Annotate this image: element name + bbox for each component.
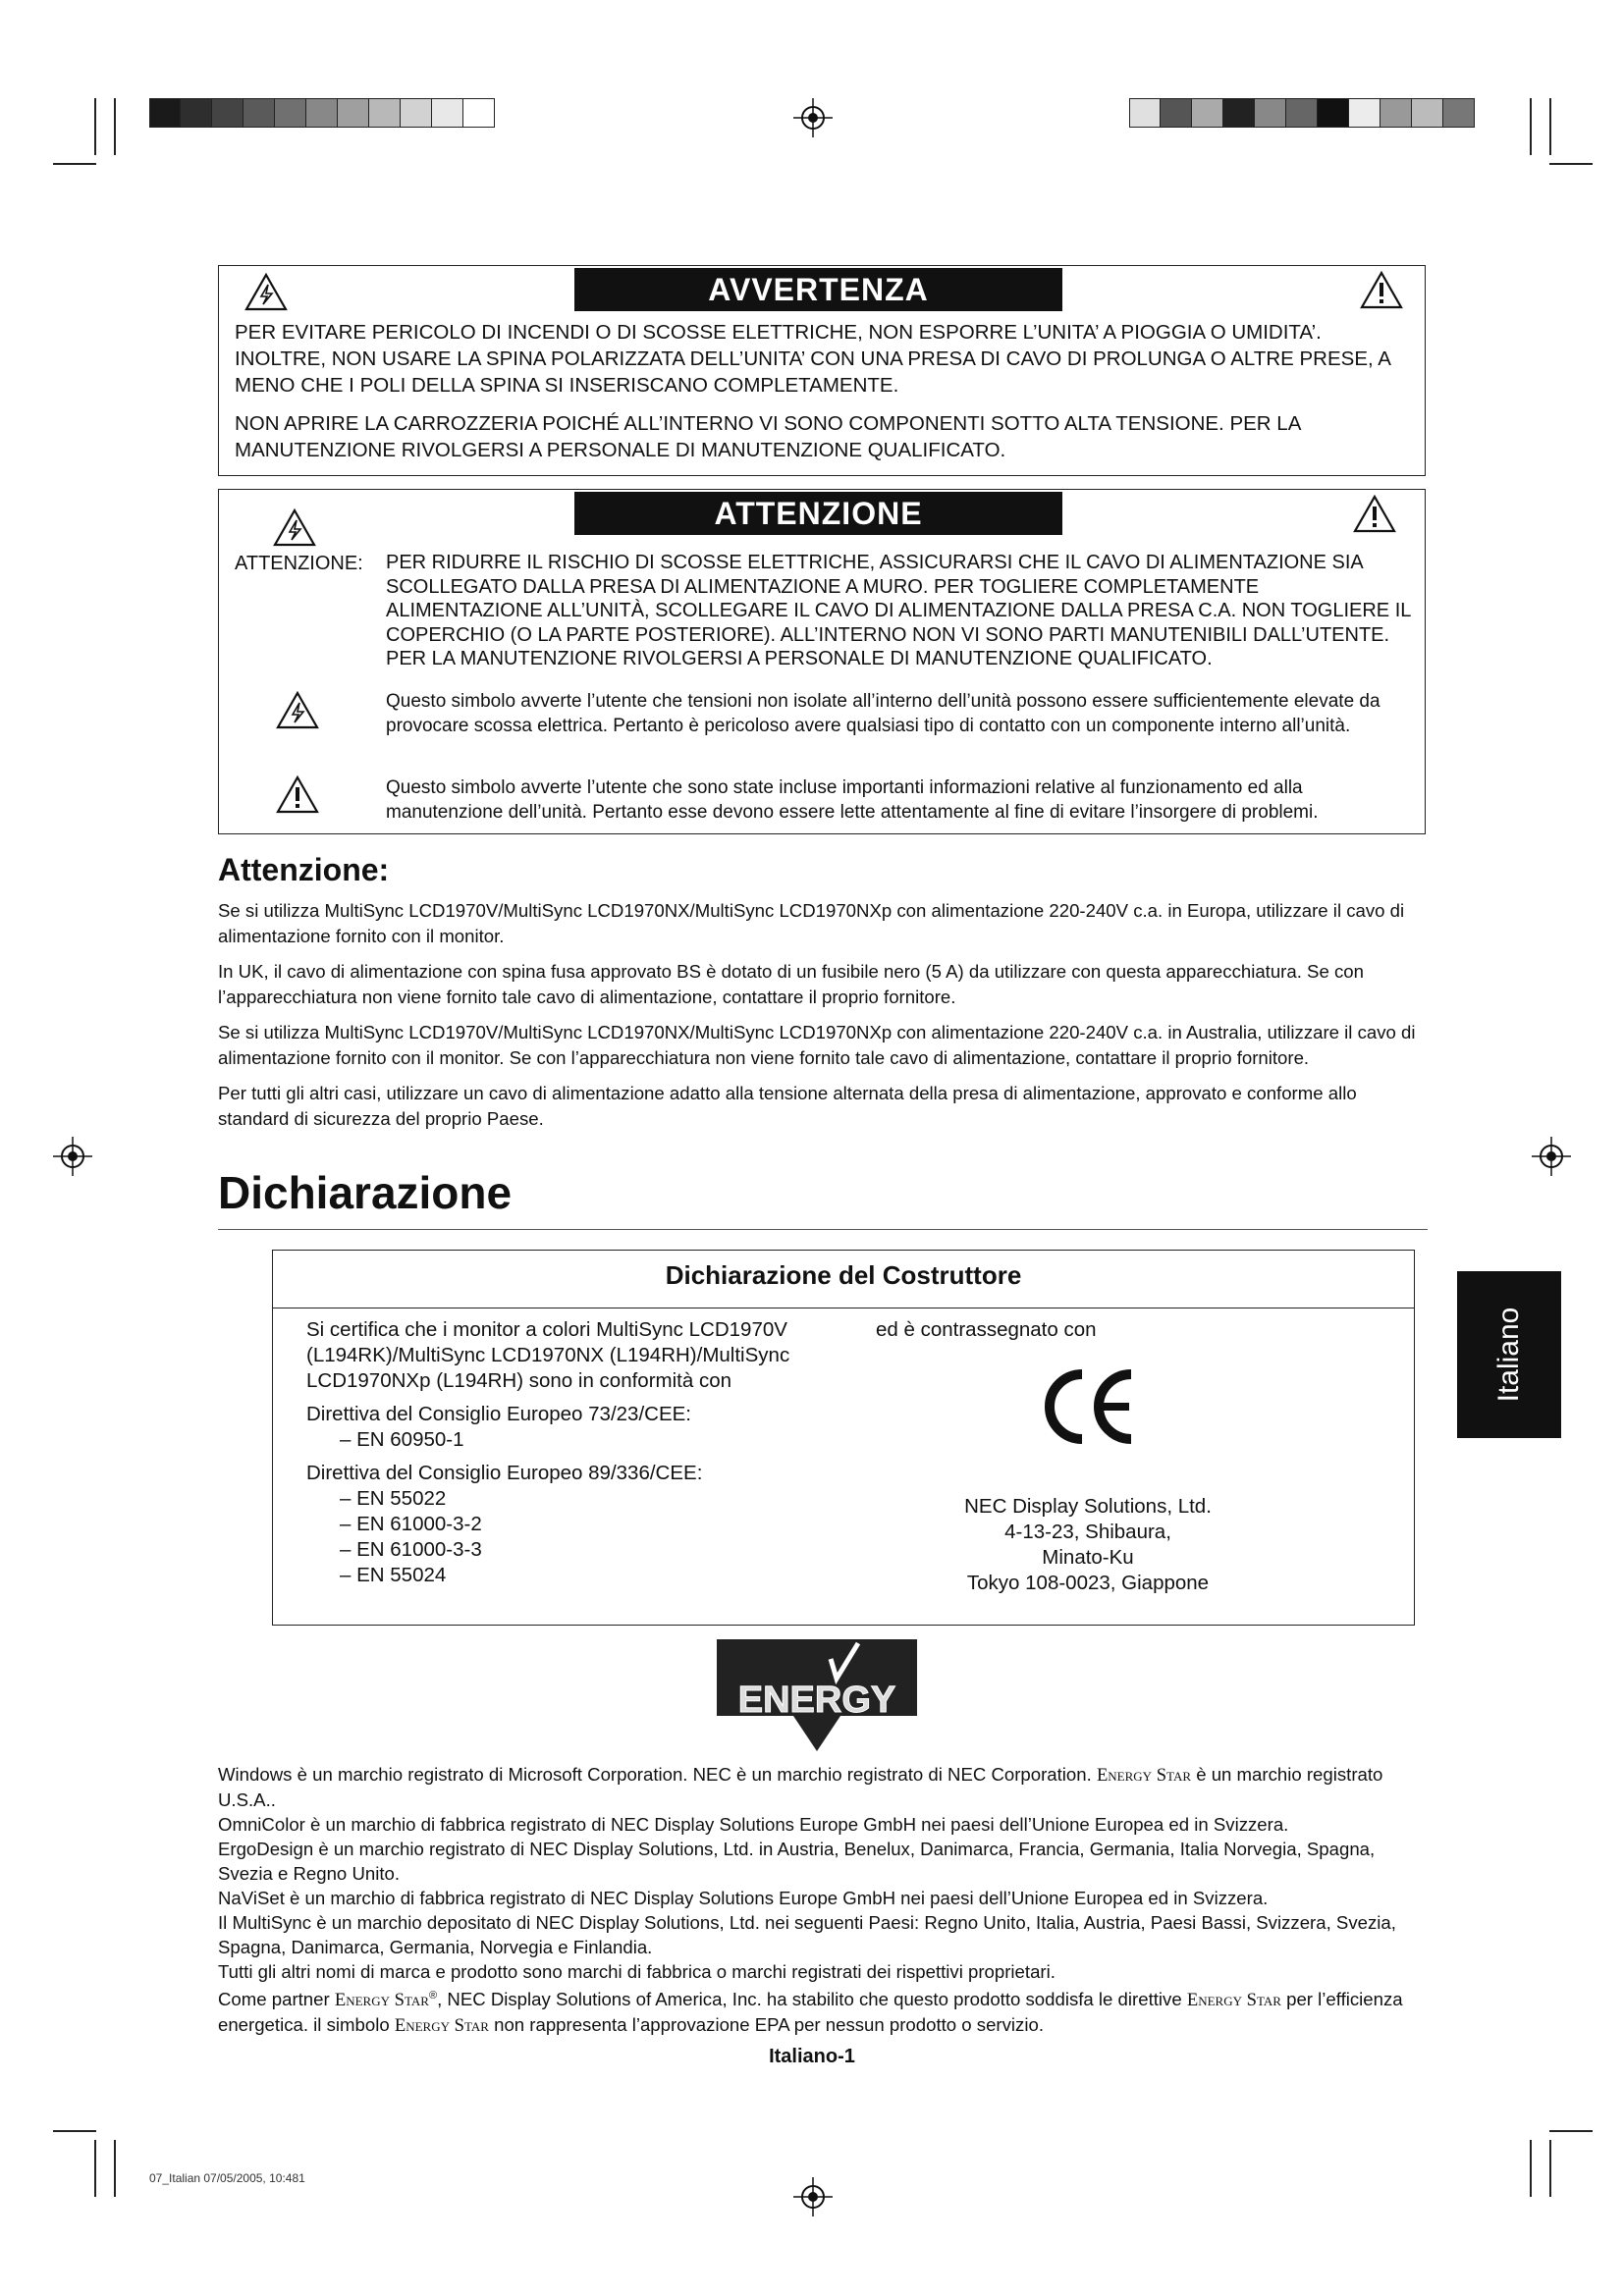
- energy-logo-text: ENERGY: [737, 1680, 896, 1721]
- trademark-line: ErgoDesign è un marchio registrato di NEC Display Solutions, Ltd. in Austria, Benelux, Danimarca, Francia, Germania, Italia Norvegia, Spagna, Svezia e Regno Unito.: [218, 1839, 1376, 1884]
- dichiarazione-heading: Dichiarazione: [218, 1167, 513, 1218]
- exclamation-warning-icon: [1360, 270, 1403, 309]
- crop-mark: [1549, 2140, 1551, 2197]
- heading-rule: [218, 1229, 1428, 1230]
- address-line: 4-13-23, Shibaura,: [1004, 1521, 1171, 1543]
- crop-mark: [1530, 2140, 1532, 2197]
- caution-text: PER RIDURRE IL RISCHIO DI SCOSSE ELETTRICHE, ASSICURARSI CHE IL CAVO DI ALIMENTAZIONE SIA SCOLLEGATO DALLA PRESA DI ALIMENTAZIONE A MURO. PER TOGLIERE COMPLETAMENTE ALIMENTAZIONE ALL’UNITÀ, SCOLLEGARE IL CAVO DI ALIMENTAZIONE DALLA PRESA C.A. NON TOGLIERE IL COPERCHIO (O LA PARTE POSTERIORE). ALL’INTERNO NON VI SONO PARTI MANUTENIBILI DALL’UTENTE. PER LA MANUTENZIONE RIVOLGERSI A PERSONALE DI MANUTENZIONE QUALIFICATO.: [386, 552, 1411, 669]
- declaration-left-column: [306, 1317, 817, 1588]
- exclamation-warning-icon: [1353, 494, 1396, 533]
- attenzione-paragraph: Se si utilizza MultiSync LCD1970V/MultiSync LCD1970NX/MultiSync LCD1970NXp con alimentazione 220-240V c.a. in Australia, utilizzare il cavo di alimentazione fornito con il monitor. Se con l’apparecchiatura non viene fornito tale cavo di alimentazione, contattare il proprio fornitore.: [218, 1022, 1416, 1068]
- crop-mark: [1530, 98, 1532, 155]
- ce-mark-icon: [1043, 1366, 1137, 1447]
- directive-2: Direttiva del Consiglio Europeo 89/336/CEE:: [306, 1462, 703, 1484]
- address-line: Minato-Ku: [1042, 1546, 1134, 1569]
- directive-2-item: – EN 61000-3-3: [340, 1538, 482, 1561]
- address-line: Tokyo 108-0023, Giappone: [966, 1572, 1210, 1594]
- trademark-line: NaViSet è un marchio di fabbrica registrato di NEC Display Solutions Europe GmbH nei paesi dell’Unione Europea ed in Svizzera.: [218, 1888, 1269, 1908]
- energy-star-name: Energy Star: [394, 2015, 489, 2037]
- declaration-title: Dichiarazione del Costruttore: [665, 1260, 1022, 1290]
- trademark-text: Come partner: [218, 1989, 330, 2010]
- warning-text: [235, 319, 1409, 475]
- caution-box: [218, 489, 1426, 834]
- crop-mark: [94, 2140, 96, 2197]
- trademark-line: OmniColor è un marchio di fabbrica registrato di NEC Display Solutions Europe GmbH nei paesi dell’Unione Europea ed in Svizzera.: [218, 1814, 1289, 1835]
- crop-mark: [94, 98, 96, 155]
- energy-star-name: Energy Star: [1096, 1765, 1192, 1786]
- directive-2-item: – EN 55022: [340, 1487, 447, 1510]
- language-tab-label: Italiano: [1492, 1307, 1525, 1403]
- crop-mark: [53, 2130, 96, 2132]
- declaration-box: [272, 1250, 1415, 1626]
- trademark-line: Il MultiSync è un marchio depositato di NEC Display Solutions, Ltd. nei seguenti Paesi: Regno Unito, Italia, Austria, Paesi Bassi, Svizzera, Svezia, Spagna, Danimarca, Germania, Norvegia e Finlandia.: [218, 1912, 1396, 1957]
- registration-mark-icon: [793, 2177, 833, 2216]
- crop-mark: [1549, 2130, 1593, 2132]
- print-slug: 07_Italian 07/05/2005, 10:481: [149, 2171, 305, 2185]
- crop-mark: [114, 2140, 116, 2197]
- energy-star-logo: [715, 1637, 919, 1753]
- attenzione-paragraph: In UK, il cavo di alimentazione con spina fusa approvato BS è dotato di un fusibile nero (5 A) da utilizzare con questa apparecchiatura. Se con l’apparecchiatura non viene fornito tale cavo di alimentazione, contattare il proprio fornitore.: [218, 961, 1364, 1007]
- registration-mark-icon: [793, 98, 833, 137]
- language-tab: [1457, 1271, 1561, 1438]
- trademark-text: per l’efficienza energetica. il simbolo: [218, 1989, 1403, 2036]
- color-bar-left: [149, 98, 495, 128]
- trademark-line: [218, 1762, 1428, 1812]
- warning-banner: AVVERTENZA: [574, 268, 1062, 311]
- directive-2-item: – EN 61000-3-2: [340, 1513, 482, 1535]
- attenzione-heading: Attenzione:: [218, 852, 390, 887]
- directive-1-item: – EN 60950-1: [340, 1428, 464, 1451]
- warning-box: [218, 265, 1426, 476]
- registered-mark: ®: [428, 1990, 438, 2002]
- marked-with-text: ed è contrassegnato con: [876, 1318, 1097, 1341]
- directive-2-item: – EN 55024: [340, 1564, 447, 1586]
- voltage-symbol-text: Questo simbolo avverte l’utente che tensioni non isolate all’interno dell’unità possono essere sufficientemente elevate da provocare scossa elettrica. Pertanto è pericoloso avere qualsiasi tipo di contatto con un componente interno all’unità.: [386, 691, 1380, 736]
- energy-star-name: Energy Star: [334, 1990, 429, 2011]
- trademark-text: è un marchio registrato U.S.A..: [218, 1764, 1383, 1810]
- electric-shock-warning-icon: [244, 272, 288, 311]
- crop-mark: [1549, 163, 1593, 165]
- crop-mark: [53, 163, 96, 165]
- warning-paragraph: NON APRIRE LA CARROZZERIA POICHÉ ALL’INTERNO VI SONO COMPONENTI SOTTO ALTA TENSIONE. PER LA MANUTENZIONE RIVOLGERSI A PERSONALE DI MANUTENZIONE QUALIFICATO.: [235, 412, 1301, 461]
- caution-label: ATTENZIONE:: [235, 553, 363, 574]
- certification-text: Si certifica che i monitor a colori MultiSync LCD1970V (L194RK)/MultiSync LCD1970NX (L194RH)/MultiSync LCD1970NXp (L194RH) sono in conformità con: [306, 1318, 790, 1392]
- page-number: Italiano-1: [769, 2046, 855, 2067]
- manufacturer-address: [901, 1494, 1274, 1596]
- trademark-line: Tutti gli altri nomi di marca e prodotto sono marchi di fabbrica o marchi registrati dei rispettivi proprietari.: [218, 1961, 1056, 1982]
- attenzione-paragraph: Per tutti gli altri casi, utilizzare un cavo di alimentazione adatto alla tensione alternata della presa di alimentazione, approvato e conforme allo standard di sicurezza del proprio Paese.: [218, 1083, 1357, 1129]
- crop-mark: [114, 98, 116, 155]
- registration-mark-icon: [1532, 1137, 1571, 1176]
- electric-shock-warning-icon: [276, 690, 319, 729]
- registration-mark-icon: [53, 1137, 92, 1176]
- attenzione-paragraph: Se si utilizza MultiSync LCD1970V/MultiSync LCD1970NX/MultiSync LCD1970NXp con alimentazione 220-240V c.a. in Europa, utilizzare il cavo di alimentazione fornito con il monitor.: [218, 900, 1405, 946]
- directive-1: Direttiva del Consiglio Europeo 73/23/CEE:: [306, 1403, 691, 1425]
- address-line: NEC Display Solutions, Ltd.: [964, 1495, 1212, 1518]
- exclamation-warning-icon: [276, 774, 319, 814]
- info-symbol-text: Questo simbolo avverte l’utente che sono state incluse importanti informazioni relative al funzionamento ed alla manutenzione dell’unità. Pertanto esse devono essere lette attentamente al fine di evitare l’insorgere di problemi.: [386, 777, 1319, 823]
- trademark-text: , NEC Display Solutions of America, Inc. ha stabilito che questo prodotto soddisfa le direttive: [437, 1989, 1182, 2010]
- trademarks: [218, 1762, 1428, 2038]
- trademark-line: [218, 1984, 1428, 2038]
- trademark-text: Windows è un marchio registrato di Microsoft Corporation. NEC è un marchio registrato di NEC Corporation.: [218, 1764, 1092, 1785]
- attenzione-body: [218, 898, 1428, 1142]
- electric-shock-warning-icon: [273, 507, 316, 547]
- warning-paragraph: PER EVITARE PERICOLO DI INCENDI O DI SCOSSE ELETTRICHE, NON ESPORRE L’UNITA’ A PIOGGIA O UMIDITA’. INOLTRE, NON USARE LA SPINA POLARIZZATA DELL’UNITA’ CON UNA PRESA DI CAVO DI PROLUNGA O ALTRE PRESE, A MENO CHE I POLI DELLA SPINA SI INSERISCANO COMPLETAMENTE.: [235, 321, 1390, 397]
- energy-star-name: Energy Star: [1186, 1990, 1281, 2011]
- crop-mark: [1549, 98, 1551, 155]
- caution-banner: ATTENZIONE: [574, 492, 1062, 535]
- color-bar-right: [1129, 98, 1475, 128]
- trademark-text: non rappresenta l’approvazione EPA per nessun prodotto o servizio.: [494, 2014, 1044, 2036]
